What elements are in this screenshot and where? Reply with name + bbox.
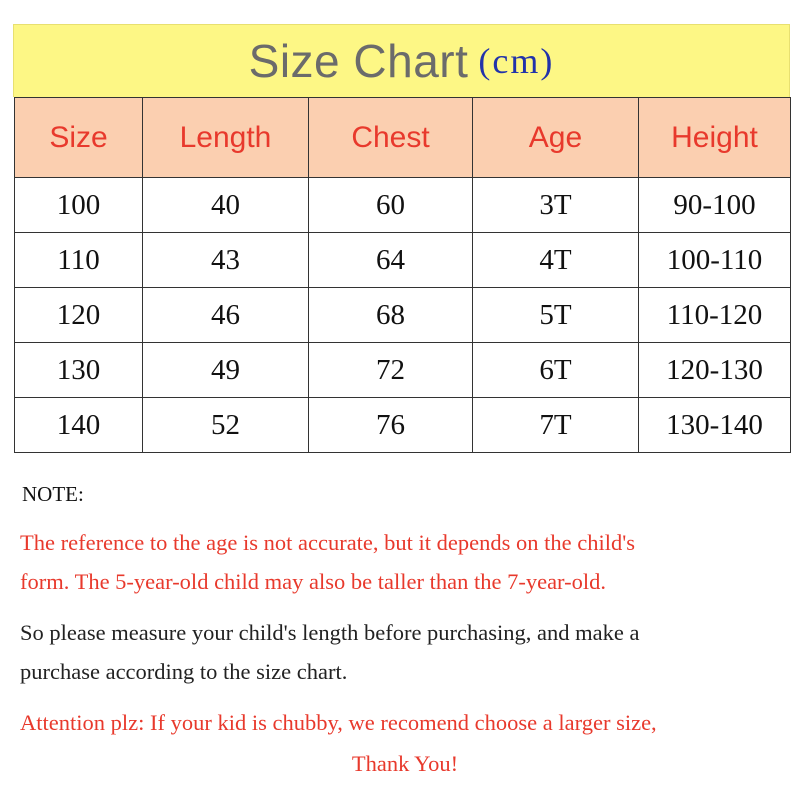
cell-height: 120-130 (639, 343, 791, 398)
note-section (20, 482, 790, 783)
cell-age: 4T (473, 233, 639, 288)
header-age: Age (473, 98, 639, 178)
note-label: NOTE: (22, 482, 84, 506)
cell-age: 7T (473, 398, 639, 453)
cell-size: 140 (15, 398, 143, 453)
header-height: Height (639, 98, 791, 178)
cell-length: 49 (143, 343, 309, 398)
table-row (15, 343, 791, 398)
table-header-row (15, 98, 791, 178)
attention-line: Attention plz: If your kid is chubby, we recomend choose a larger size, (20, 710, 657, 735)
size-table (14, 97, 791, 453)
cell-size: 120 (15, 288, 143, 343)
cell-length: 52 (143, 398, 309, 453)
table-row (15, 233, 791, 288)
instruction-line: purchase according to the size chart. (20, 659, 348, 684)
header-size: Size (15, 98, 143, 178)
cell-size: 100 (15, 178, 143, 233)
page-title: Size Chart (248, 35, 469, 87)
cell-height: 110-120 (639, 288, 791, 343)
cell-height: 130-140 (639, 398, 791, 453)
instruction-line: So please measure your child's length before purchasing, and make a (20, 620, 640, 645)
cell-chest: 64 (309, 233, 473, 288)
warning-line: The reference to the age is not accurate, but it depends on the child's (20, 530, 636, 555)
thank-you-text: Thank You! (351, 751, 459, 776)
cell-chest: 68 (309, 288, 473, 343)
header-length: Length (143, 98, 309, 178)
warning-paragraph (20, 523, 790, 601)
table-row (15, 398, 791, 453)
table-row (15, 288, 791, 343)
cell-height: 90-100 (639, 178, 791, 233)
cell-age: 6T (473, 343, 639, 398)
cell-age: 3T (473, 178, 639, 233)
cell-chest: 60 (309, 178, 473, 233)
cell-size: 130 (15, 343, 143, 398)
header-chest: Chest (309, 98, 473, 178)
cell-age: 5T (473, 288, 639, 343)
cell-size: 110 (15, 233, 143, 288)
instruction-paragraph (20, 613, 790, 691)
cell-length: 40 (143, 178, 309, 233)
cell-chest: 76 (309, 398, 473, 453)
table-row (15, 178, 791, 233)
title-unit: (cm) (478, 41, 555, 81)
title-banner (13, 24, 790, 97)
cell-height: 100-110 (639, 233, 791, 288)
cell-length: 43 (143, 233, 309, 288)
cell-chest: 72 (309, 343, 473, 398)
cell-length: 46 (143, 288, 309, 343)
warning-line: form. The 5-year-old child may also be taller than the 7-year-old. (20, 569, 606, 594)
